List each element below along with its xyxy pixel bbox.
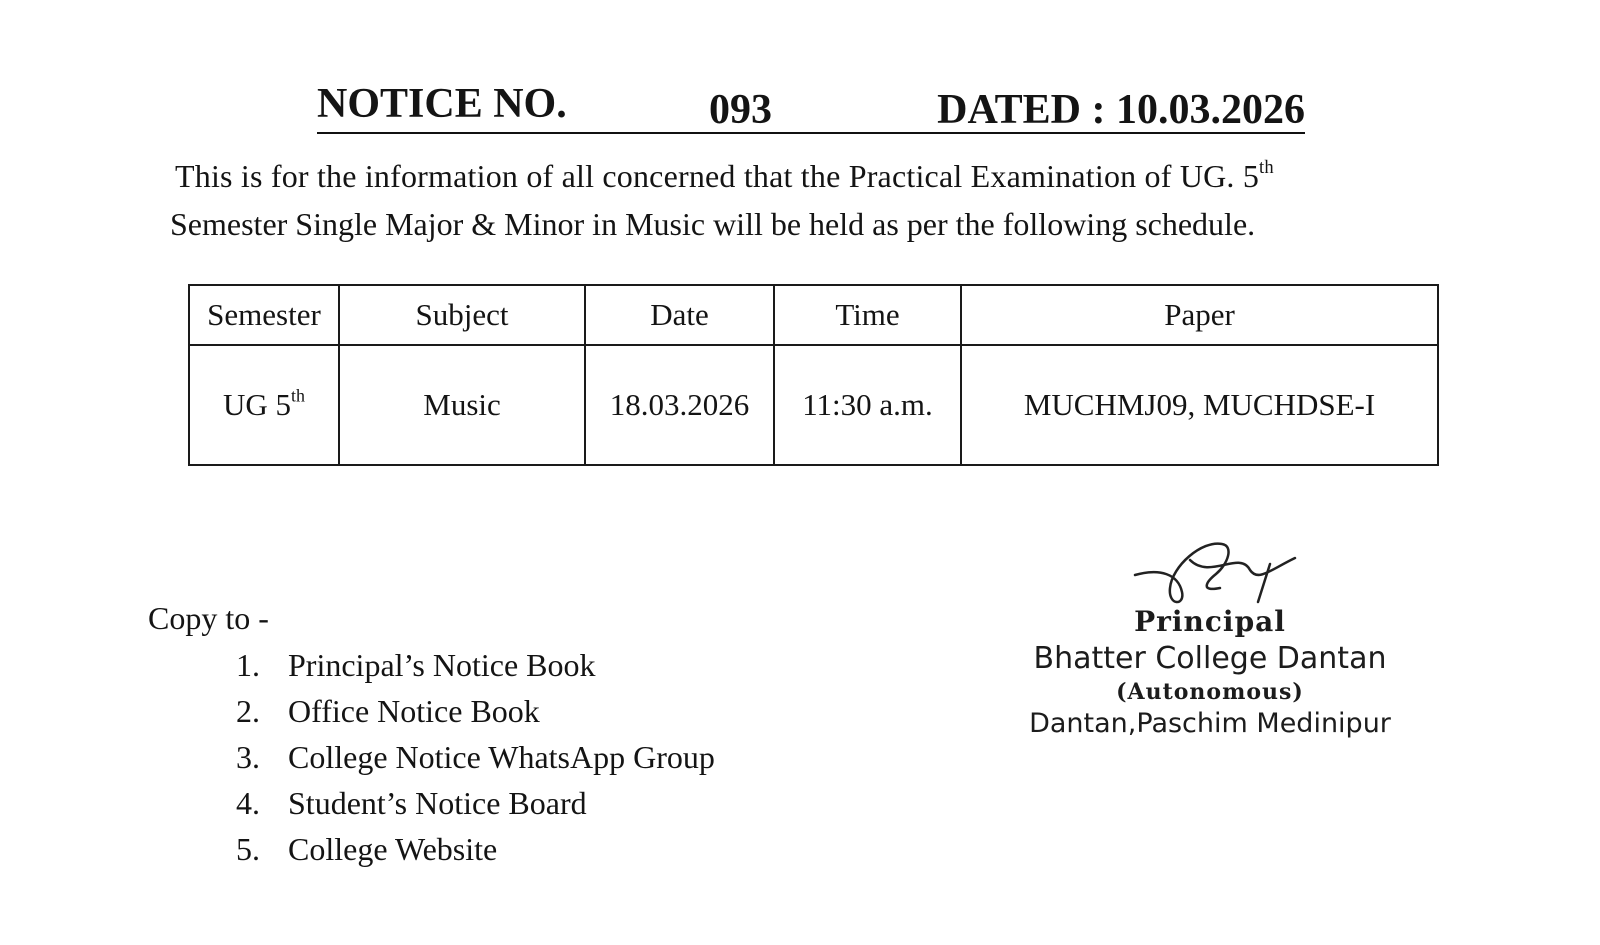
intro-line-2: Semester Single Major & Minor in Music will be held as per the following schedule.	[170, 206, 1256, 242]
intro-line-1-text: This is for the information of all concerned that the Practical Examination of UG. 5	[175, 158, 1260, 194]
notice-header	[317, 80, 1305, 134]
cell-paper: MUCHMJ09, MUCHDSE-I	[961, 345, 1438, 465]
signatory-place: Dantan,Paschim Medinipur	[1029, 708, 1391, 739]
notice-label: NOTICE NO.	[317, 81, 567, 127]
schedule-table	[188, 284, 1439, 466]
notice-number: 093	[709, 87, 772, 133]
list-item	[236, 734, 715, 780]
header-time: Time	[774, 285, 961, 345]
list-item-text: Office Notice Book	[288, 693, 540, 729]
list-item-text: Principal’s Notice Book	[288, 647, 596, 683]
copy-to-list	[236, 642, 715, 872]
list-item-number: 1.	[236, 647, 260, 683]
intro-paragraph	[170, 152, 1470, 248]
semester-sup: th	[291, 385, 305, 406]
intro-line-1	[170, 152, 1470, 200]
signature-icon	[1130, 530, 1300, 610]
signatory-status: (Autonomous)	[1116, 679, 1304, 705]
cell-time: 11:30 a.m.	[774, 345, 961, 465]
list-item-number: 3.	[236, 739, 260, 775]
list-item-number: 2.	[236, 693, 260, 729]
cell-semester	[189, 345, 339, 465]
list-item-text: College Website	[288, 831, 498, 867]
list-item-text: Student’s Notice Board	[288, 785, 587, 821]
header-date: Date	[585, 285, 774, 345]
list-item-number: 5.	[236, 831, 260, 867]
table-header-row	[189, 285, 1438, 345]
signatory-block	[1010, 604, 1410, 742]
header-semester: Semester	[189, 285, 339, 345]
list-item	[236, 688, 715, 734]
cell-subject: Music	[339, 345, 585, 465]
signatory-college: Bhatter College Dantan	[1033, 641, 1387, 676]
table-row	[189, 345, 1438, 465]
header-paper: Paper	[961, 285, 1438, 345]
list-item	[236, 780, 715, 826]
list-item	[236, 826, 715, 872]
cell-date: 18.03.2026	[585, 345, 774, 465]
list-item	[236, 642, 715, 688]
intro-sup: th	[1259, 157, 1274, 179]
header-subject: Subject	[339, 285, 585, 345]
copy-to-title: Copy to -	[148, 600, 269, 636]
signatory-title: Principal	[1134, 605, 1286, 638]
list-item-text: College Notice WhatsApp Group	[288, 739, 715, 775]
list-item-number: 4.	[236, 785, 260, 821]
notice-date: DATED : 10.03.2026	[937, 87, 1305, 133]
semester-value: UG 5	[222, 387, 292, 422]
